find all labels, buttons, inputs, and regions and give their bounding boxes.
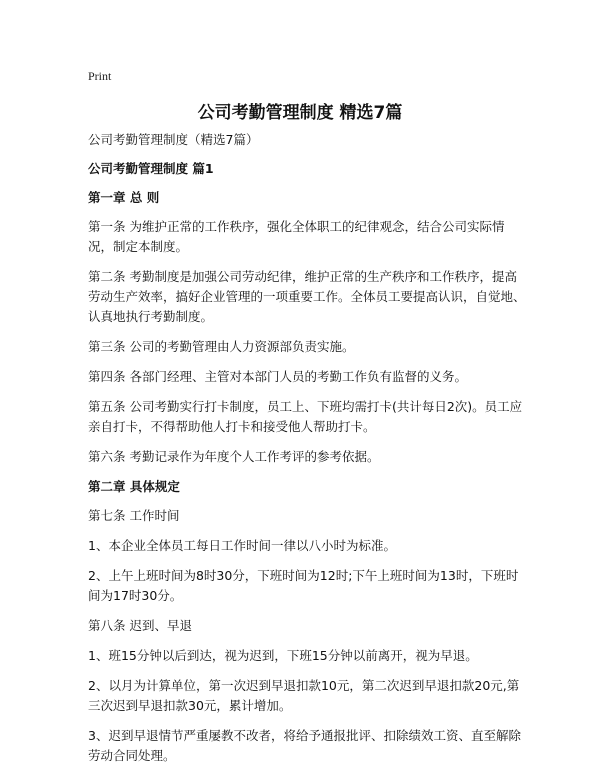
section-heading: 公司考勤管理制度 篇1 (88, 161, 214, 176)
article-paragraph: 第四条 各部门经理、主管对本部门人员的考勤工作负有监督的义务。 (88, 369, 467, 384)
list-item: 1、本企业全体员工每日工作时间一律以八小时为标准。 (88, 538, 396, 553)
list-item: 2、以月为计算单位，第一次迟到早退扣款10元，第二次迟到早退扣款20元,第三次迟到早退扣款30元，累计增加。 (88, 678, 520, 713)
document-subtitle: 公司考勤管理制度（精选7篇） (88, 132, 259, 147)
article-paragraph: 第二条 考勤制度是加强公司劳动纪律，维护正常的生产秩序和工作秩序，提高劳动生产效率，搞好企业管理的一项重要工作。全体员工要提高认识，自觉地、认真地执行考勤制度。 (88, 269, 526, 324)
print-link[interactable]: Print (88, 69, 112, 83)
article-heading: 第八条 迟到、早退 (88, 618, 192, 633)
list-item: 2、上午上班时间为8时30分，下班时间为12时;下午上班时间为13时，下班时间为17时30分。 (88, 568, 519, 603)
list-item: 1、班15分钟以后到达，视为迟到，下班15分钟以前离开，视为早退。 (88, 648, 478, 663)
article-paragraph: 第一条 为维护正常的工作秩序，强化全体职工的纪律观念，结合公司实际情况，制定本制度。 (88, 219, 505, 254)
document-title: 公司考勤管理制度 精选7篇 (197, 103, 403, 123)
article-paragraph: 第五条 公司考勤实行打卡制度，员工上、下班均需打卡(共计每日2次)。员工应亲自打卡，不得帮助他人打卡和接受他人帮助打卡。 (88, 399, 523, 434)
list-item: 3、迟到早退情节严重屡教不改者，将给予通报批评、扣除绩效工资、直至解除劳动合同处理。 (88, 728, 521, 763)
article-paragraph: 第六条 考勤记录作为年度个人工作考评的参考依据。 (88, 449, 380, 464)
article-heading: 第七条 工作时间 (88, 508, 180, 523)
chapter-heading-1: 第一章 总 则 (88, 190, 160, 205)
article-paragraph: 第三条 公司的考勤管理由人力资源部负责实施。 (88, 339, 355, 354)
document-body (88, 130, 528, 776)
chapter-heading-2: 第二章 具体规定 (88, 479, 180, 494)
